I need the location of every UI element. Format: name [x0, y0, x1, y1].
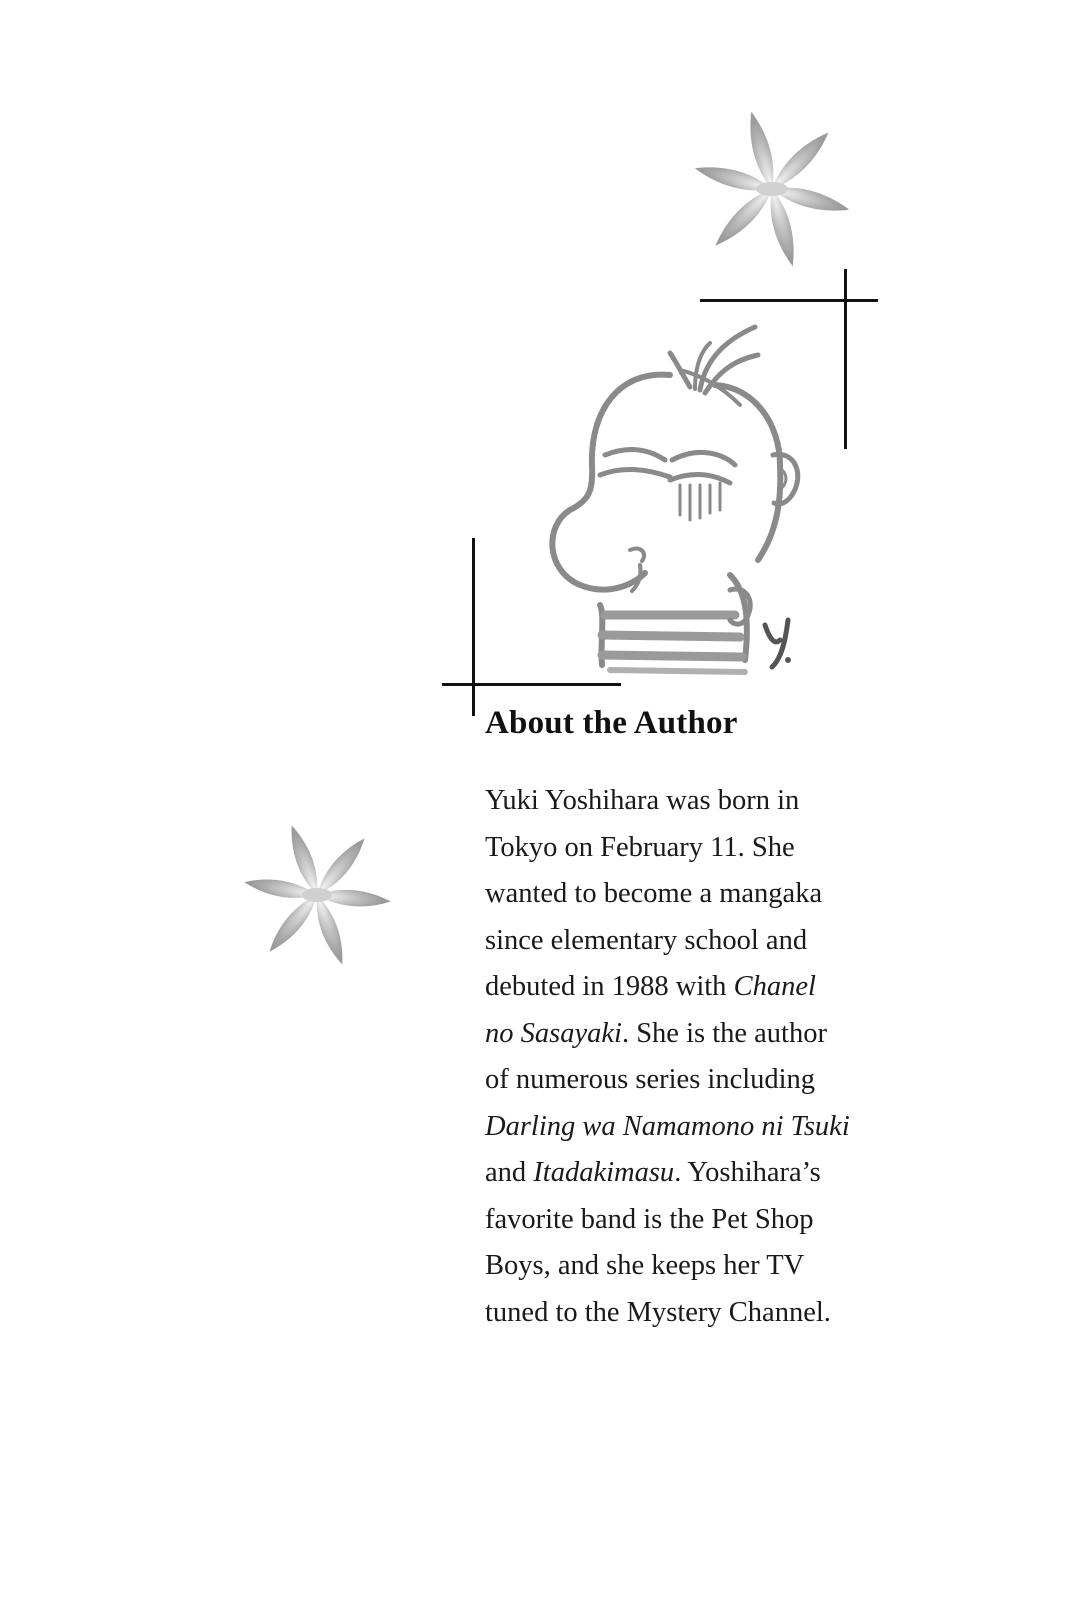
- bio-text: . She is the author: [621, 1017, 827, 1049]
- flower-ornament-top: [688, 108, 856, 270]
- bio-text: and: [485, 1157, 534, 1188]
- author-bio: [485, 778, 905, 1336]
- bio-line: wanted to become a mangaka: [485, 878, 823, 909]
- bio-line: of numerous series including: [485, 1064, 816, 1095]
- page-title: About the Author: [485, 705, 738, 741]
- bio-line: since elementary school and: [485, 924, 808, 956]
- flower-ornament-left: [228, 820, 406, 970]
- bio-line: [485, 1011, 905, 1058]
- bio-text: . Yoshihara’s: [674, 1157, 821, 1188]
- bio-line: Tokyo on February 11. She: [485, 831, 795, 863]
- book-title-darling: Darling wa Namamono ni Tsuki: [485, 1110, 850, 1142]
- bio-text: debuted in 1988 with: [485, 971, 734, 1002]
- bio-line: Yuki Yoshihara was born in: [485, 785, 800, 816]
- bio-line: Boys, and she keeps her TV: [485, 1250, 805, 1281]
- book-title-itadakimasu: Itadakimasu: [533, 1157, 675, 1188]
- corner-line-bottom-vertical: [472, 538, 475, 716]
- book-title-sasayaki: no Sasayaki: [485, 1017, 622, 1049]
- bio-line: [485, 1104, 905, 1151]
- book-title-chanel: Chanel: [733, 971, 816, 1002]
- author-portrait-sketch: [530, 315, 830, 685]
- corner-line-top-vertical: [844, 269, 847, 449]
- bio-line: tuned to the Mystery Channel.: [485, 1296, 831, 1328]
- bio-line: [485, 964, 905, 1011]
- bio-line: [485, 1150, 905, 1197]
- bio-line: favorite band is the Pet Shop: [485, 1203, 814, 1235]
- corner-line-top-horizontal: [700, 299, 878, 302]
